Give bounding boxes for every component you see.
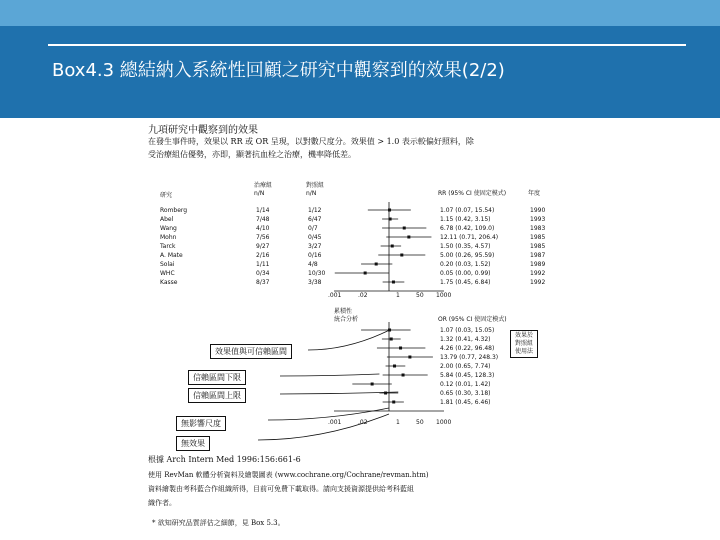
rr-value-3: 6.78 (0.42, 109.0) [440,225,495,232]
control-count-6: 0/16 [308,252,322,259]
treat-count-6: 2/16 [256,252,270,259]
cum-or-value-3: 4.26 (0.22, 96.48) [440,345,495,352]
cum-or-value-1: 1.07 (0.03, 15.05) [440,327,495,334]
tick2-50: 50 [416,419,424,426]
year-value-6: 1987 [530,252,546,259]
year-value-7: 1989 [530,261,546,268]
rr-point-4 [407,236,410,239]
cum-point-9 [392,401,395,404]
study-name-1: Romberg [160,207,188,214]
header-rule [48,44,686,46]
year-value-8: 1992 [530,270,546,277]
tick2-1: 1 [396,419,400,426]
source-line: 根據 Arch Intern Med 1996:156:661-6 [148,455,301,464]
leader-arrow-5 [258,414,389,440]
rr-value-8: 0.05 (0.00, 0.99) [440,270,491,277]
leader-arrow-1 [308,330,390,350]
control-count-2: 6/47 [308,216,322,223]
control-count-3: 0/7 [308,225,318,232]
treat-count-2: 7/48 [256,216,270,223]
cum-or-value-5: 2.00 (0.65, 7.74) [440,363,491,370]
year-value-3: 1983 [530,225,546,232]
top-accent-strip [0,0,720,26]
year-value-1: 1990 [530,207,546,214]
year-value-5: 1985 [530,243,546,250]
rr-point-5 [391,245,394,248]
rr-point-2 [389,218,392,221]
col-study-header: 研究 [160,192,173,199]
treat-count-1: 1/14 [256,207,270,214]
cum-point-2 [390,338,393,341]
scanned-figure [138,118,562,540]
tick2-02: .02 [358,419,368,426]
col-control-header: 對照組 n/N [306,182,325,197]
cum-point-5 [393,365,396,368]
treat-count-7: 1/11 [256,261,270,268]
note-line-2: 使用 RevMan 軟體分析資料及繪製圖表 (www.cochrane.org/Cochrane/revman.htm) [148,471,429,479]
tick2-1000: 1000 [436,419,452,426]
tick-50: 50 [416,292,424,299]
figure-intro-1: 在發生事件時，效果以 RR 或 OR 呈現，以對數尺度分。效果值 > 1.0 表示較偏好照料，除 [148,137,474,146]
cum-header-1: 累積性 統合分析 [334,308,359,323]
rr-value-2: 1.15 (0.42, 3.15) [440,216,491,223]
cum-or-value-9: 1.81 (0.45, 6.46) [440,399,491,406]
cum-point-6 [402,374,405,377]
treat-count-8: 0/34 [256,270,270,277]
treat-count-9: 8/37 [256,279,270,286]
treat-count-3: 4/10 [256,225,270,232]
tick2-001: .001 [328,419,342,426]
rr-value-9: 1.75 (0.45, 6.84) [440,279,491,286]
treat-count-4: 7/56 [256,234,270,241]
col-rr-header: RR (95% CI 使固定模式) [438,190,507,197]
cum-or-value-2: 1.32 (0.41, 4.32) [440,336,491,343]
slide-header [0,26,720,118]
control-count-7: 4/8 [308,261,318,268]
rr-value-1: 1.07 (0.07, 15.54) [440,207,495,214]
rr-point-8 [364,272,367,275]
cum-point-3 [399,347,402,350]
cum-or-value-6: 5.84 (0.45, 128.3) [440,372,495,379]
rr-value-6: 5.00 (0.26, 95.59) [440,252,495,259]
rr-point-6 [400,254,403,257]
rr-point-9 [392,281,395,284]
tick-1: 1 [396,292,400,299]
study-name-9: Kasse [160,279,178,286]
footnote: * 欲知研究品質評估之細節，見 Box 5.3。 [152,519,285,527]
study-name-6: A. Mate [160,252,183,259]
year-value-9: 1992 [530,279,546,286]
control-count-4: 0/45 [308,234,322,241]
note-line-3: 資料繪製由考科藍合作組織所得，目前可免費下載取得。請向支援資源提供給考科藍組 [148,485,414,493]
study-name-3: Wang [160,225,177,232]
tick-1000: 1000 [436,292,452,299]
col-year-header: 年度 [528,190,541,197]
cum-or-value-7: 0.12 (0.01, 1.42) [440,381,491,388]
rr-point-3 [403,227,406,230]
rr-value-7: 0.20 (0.03, 1.52) [440,261,491,268]
study-name-4: Mohn [160,234,177,241]
figure-heading: 九項研究中觀察到的效果 [148,125,258,136]
study-name-5: Tarck [160,243,176,250]
tick-02: .02 [358,292,368,299]
label-ci-lower: 信賴區間下限 [188,370,246,385]
label-no-effect: 無效果 [176,436,210,451]
rr-point-7 [375,263,378,266]
year-value-2: 1993 [530,216,546,223]
rr-point-1 [388,209,391,212]
label-right-note: 效果於 對照組 使用法 [510,330,538,358]
year-value-4: 1985 [530,234,546,241]
cum-point-8 [384,392,387,395]
study-name-7: Solai [160,261,175,268]
label-ci-upper: 信賴區間上限 [188,388,246,403]
slide-title: Box4.3 總結納入系統性回顧之研究中觀察到的效果(2/2) [52,60,505,81]
control-count-9: 3/38 [308,279,322,286]
label-effect-ci: 效果值與可信賴區間 [210,344,292,359]
figure-intro-2: 受治療組佔優勢，亦即，顯著抗血栓之治療，機率降低差。 [148,150,356,159]
cum-header-2: OR (95% CI 使固定模式) [438,316,507,323]
leader-arrow-2 [280,374,379,376]
cum-point-7 [371,383,374,386]
rr-value-5: 1.50 (0.35, 4.57) [440,243,491,250]
treat-count-5: 9/27 [256,243,270,250]
tick-001: .001 [328,292,342,299]
note-line-4: 織作者。 [148,499,176,507]
cum-or-value-8: 0.65 (0.30, 3.18) [440,390,491,397]
study-name-8: WHC [160,270,175,277]
cum-point-4 [408,356,411,359]
control-count-1: 1/12 [308,207,322,214]
control-count-8: 10/30 [308,270,326,277]
label-null-scale: 無影響尺度 [176,416,226,431]
col-treat-header: 治療組 n/N [254,182,273,197]
rr-value-4: 12.11 (0.71, 206.4) [440,234,499,241]
cum-or-value-4: 13.79 (0.77, 248.3) [440,354,499,361]
control-count-5: 3/27 [308,243,322,250]
study-name-2: Abel [160,216,174,223]
